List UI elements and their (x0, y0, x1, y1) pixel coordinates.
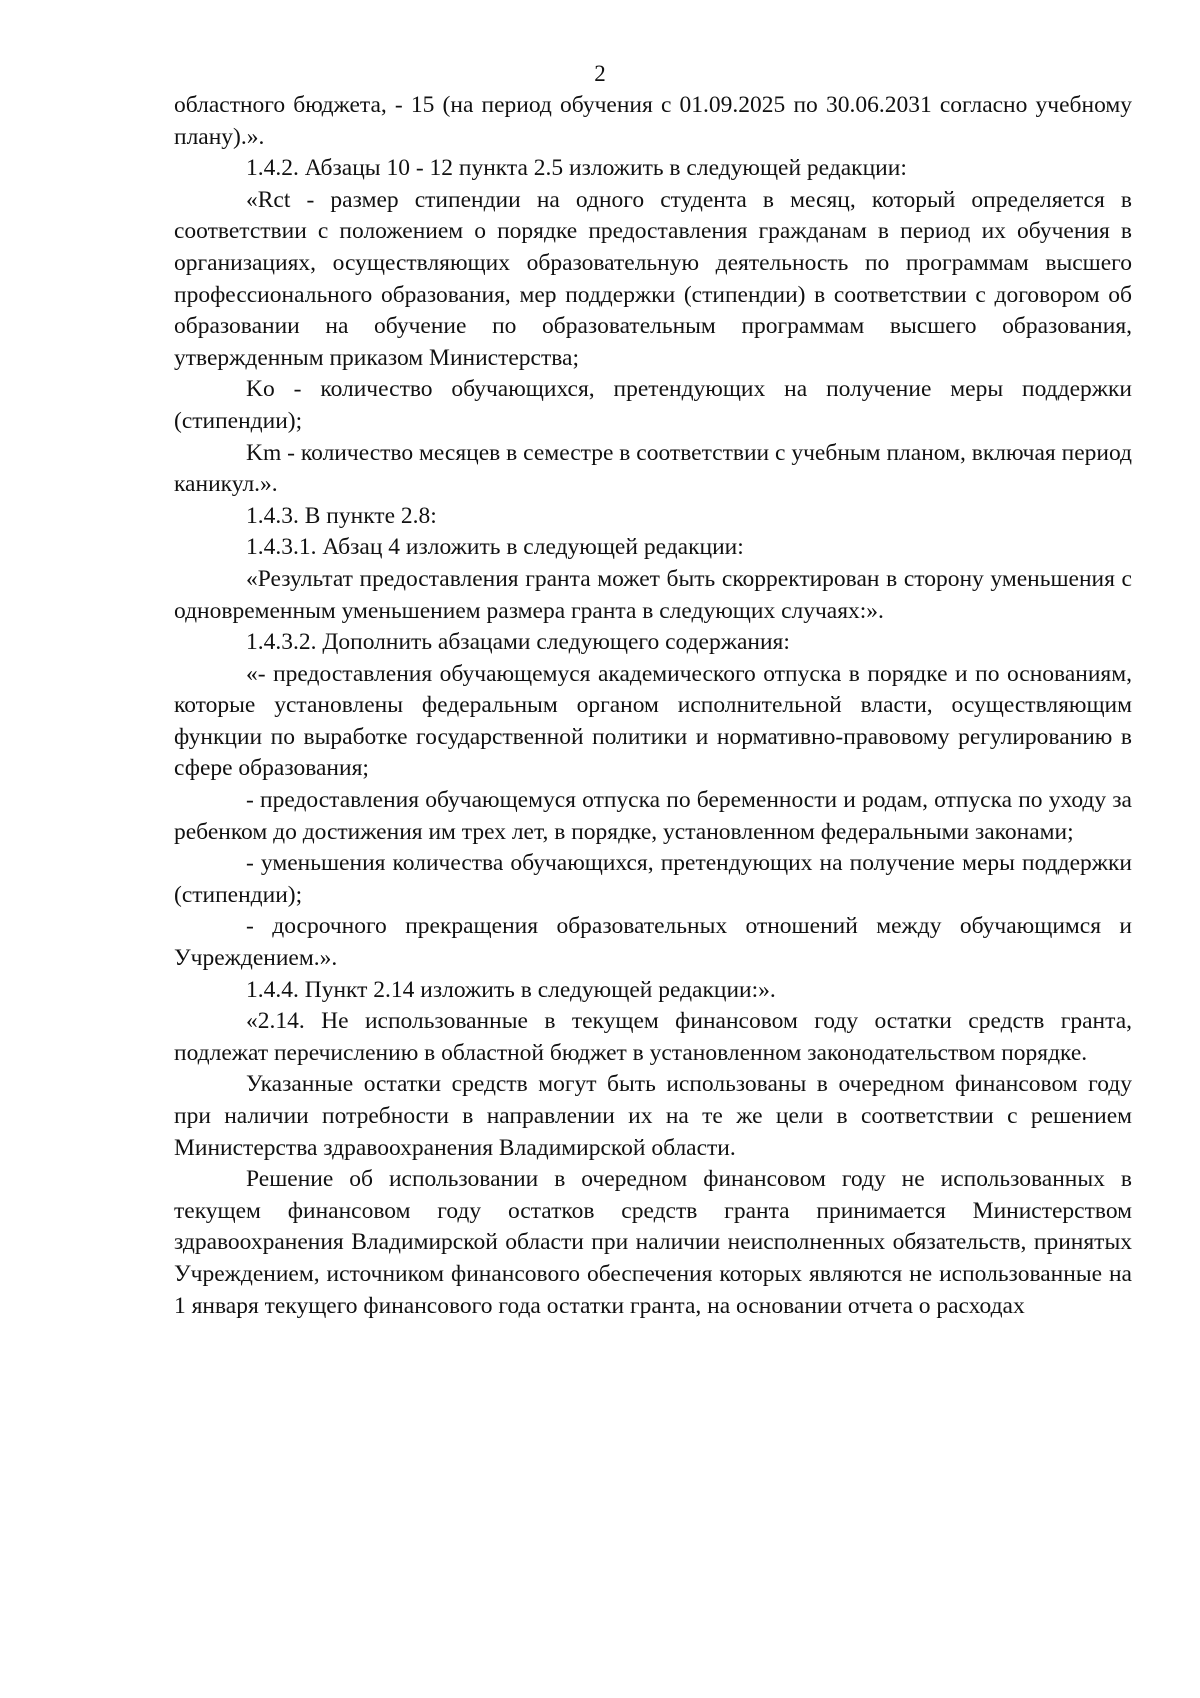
paragraph-budget-continuation: областного бюджета, - 15 (на период обучения с 01.09.2025 по 30.06.2031 согласно учебному плану).». (174, 92, 1132, 150)
page-number: 2 (594, 61, 606, 86)
paragraph-1-4-3-2: 1.4.3.2. Дополнить абзацами следующего содержания: (246, 629, 790, 656)
paragraph-ko-definition: Ko - количество обучающихся, претендующих на получение меры поддержки (стипендии); (174, 376, 1132, 434)
document-body (174, 90, 1132, 1322)
paragraph-maternity-leave: - предоставления обучающемуся отпуска по беременности и родам, отпуска по уходу за ребенком до достижения им трех лет, в порядке, установленном федеральными законами; (174, 787, 1132, 845)
paragraph-early-termination: - досрочного прекращения образовательных отношений между обучающимся и Учреждением.». (174, 913, 1132, 972)
paragraph-2-14: «2.14. Не использованные в текущем финансовом году остатки средств гранта, подлежат перечислению в областной бюджет в установленном законодательством порядке. (174, 1008, 1132, 1066)
paragraph-student-count-decrease: - уменьшения количества обучающихся, претендующих на получение меры поддержки (стипендии); (174, 850, 1132, 908)
paragraph-1-4-3: 1.4.3. В пункте 2.8: (246, 502, 437, 529)
paragraph-academic-leave: «- предоставления обучающемуся академического отпуска в порядке и по основаниям, которые установлены федеральным органом исполнительной власти, осуществляющим функции по выработке государственной политики и нормативно-правовому регулированию в сфере образования; (174, 660, 1132, 782)
paragraph-remaining-funds-usage: Указанные остатки средств могут быть использованы в очередном финансовом году при наличии потребности в направлении их на те же цели в соответствии с решением Министерства здравоохранения Владимирской области. (174, 1071, 1132, 1161)
paragraph-km-definition: Km - количество месяцев в семестре в соответствии с учебным планом, включая период каникул.». (174, 439, 1132, 498)
paragraph-1-4-2: 1.4.2. Абзацы 10 - 12 пункта 2.5 изложить в следующей редакции: (246, 155, 907, 182)
paragraph-rct-definition: «Rct - размер стипендии на одного студента в месяц, который определяется в соответствии с положением о порядке предоставления гражданам в период их обучения в организациях, осуществляющих образовательную деятельность по программам высшего профессионального образования, мер поддержки (стипендии) в соответствии с договором об образовании на обучение по образовательным программам высшего образования, утвержденным приказом Министерства; (174, 186, 1132, 371)
paragraph-grant-result: «Результат предоставления гранта может быть скорректирован в сторону уменьшения с одновременным уменьшением размера гранта в следующих случаях:». (174, 565, 1132, 624)
paragraph-1-4-3-1: 1.4.3.1. Абзац 4 изложить в следующей редакции: (246, 534, 744, 561)
paragraph-1-4-4: 1.4.4. Пункт 2.14 изложить в следующей редакции:». (246, 976, 776, 1003)
paragraph-usage-decision: Решение об использовании в очередном финансовом году не использованных в текущем финансовом году остатков средств гранта принимается Министерством здравоохранения Владимирской области при наличии неисполненных обязательств, принятых Учреждением, источником финансового обеспечения которых являются не использованные на 1 января текущего финансового года остатки гранта, на основании отчета о расходах (174, 1166, 1132, 1319)
